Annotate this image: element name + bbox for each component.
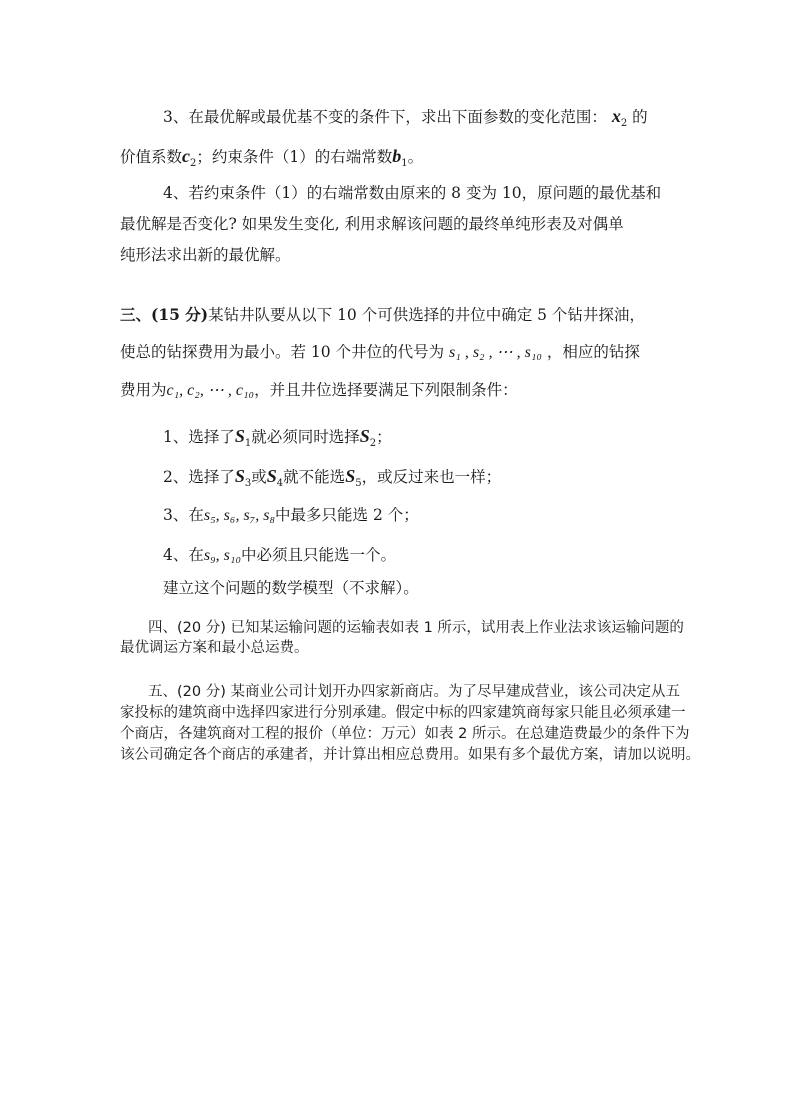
var-c2-sub: 2: [190, 158, 197, 169]
section-wu-line-3: 个商店，各建筑商对工程的报价（单位：万元）如表 2 所示。在总建造费最少的条件下为: [120, 726, 690, 742]
cond3-math: s₅, s₆, s₇, s₈: [203, 507, 276, 524]
var-s3: S: [234, 466, 245, 486]
var-b1-sub: 1: [401, 158, 408, 169]
var-s3-sub: 3: [244, 478, 252, 489]
cond1-pre: 1、选择了: [163, 428, 235, 446]
san-l2-pre: 使总的钻探费用为最小。若 10 个井位的代号为: [120, 343, 445, 361]
var-s4-sub: 4: [276, 478, 284, 489]
section-wu-line-4: 该公司确定各个商店的承建者，并计算出相应总费用。如果有多个最优方案，请加以说明。: [120, 747, 700, 763]
var-s4: S: [266, 466, 277, 486]
section-san-line-3: [120, 380, 518, 401]
q3-line-2: [120, 146, 423, 174]
section-si-line-1: 四、(20 分) 已知某运输问题的运输表如表 1 所示，试用表上作业法求该运输问题的: [148, 620, 684, 636]
san-l2-post: ，相应的钻探: [546, 343, 640, 361]
var-b1: b: [392, 146, 402, 166]
var-x2: x: [611, 106, 621, 126]
cond4-math: s₉, s₁₀: [203, 547, 242, 564]
q4-line-3: 纯形法求出新的最优解。: [120, 246, 291, 264]
cond4-post: 中必须且只能选一个。: [241, 546, 397, 564]
q3-l2-pre: 价值系数: [120, 148, 183, 166]
section-san-line-2: [120, 342, 640, 363]
cond2-mid2: 就不能选: [283, 468, 346, 486]
var-s2: S: [359, 426, 370, 446]
section-san-text-1: 某钻井队要从以下 10 个可供选择的井位中确定 5 个钻井探油，: [208, 306, 645, 324]
q3-line-1: [163, 106, 648, 134]
q3-text: 3、在最优解或最优基不变的条件下，求出下面参数的变化范围：: [163, 108, 607, 126]
q4-line-1: 4、若约束条件（1）的右端常数由原来的 8 变为 10，原问题的最优基和: [163, 184, 662, 202]
var-x2-sub: 2: [620, 118, 628, 129]
q3-tail: 的: [632, 108, 648, 126]
san-l3-post: ，并且井位选择要满足下列限制条件：: [254, 381, 518, 399]
condition-2: [163, 466, 501, 494]
section-wu-line-2: 家投标的建筑商中选择四家进行分别承建。假定中标的四家建筑商每家只能且必须承建一: [120, 705, 686, 721]
var-s5-sub: 5: [355, 478, 362, 489]
cond1-mid: 就必须同时选择: [251, 428, 360, 446]
cond2-pre: 2、选择了: [163, 468, 235, 486]
well-codes-math: s₁ , s₂ , ⋯ , s₁₀: [449, 344, 542, 361]
condition-1: [163, 426, 392, 454]
condition-4: [163, 545, 396, 566]
cond2-mid1: 或: [251, 468, 267, 486]
cond1-post: ；: [376, 428, 392, 446]
var-c2: c: [182, 146, 191, 166]
cond2-post: ，或反过来也一样；: [361, 468, 502, 486]
var-s1: S: [234, 426, 245, 446]
q3-l2-mid: ；约束条件（1）的右端常数: [196, 148, 393, 166]
cond3-post: 中最多只能选 2 个；: [275, 506, 419, 524]
condition-3: [163, 505, 419, 526]
section-wu-line-1: 五、(20 分) 某商业公司计划开办四家新商店。为了尽早建成营业，该公司决定从五: [148, 684, 680, 700]
section-san-heading: 三、(15 分): [120, 305, 209, 324]
cond3-pre: 3、在: [163, 506, 204, 524]
cost-math: c₁, c₂, ⋯ , c₁₀: [166, 382, 255, 399]
q3-l2-tail: 。: [407, 148, 424, 166]
section-si-line-2: 最优调运方案和最小总运费。: [120, 640, 309, 656]
section-san-closing: 建立这个问题的数学模型（不求解）。: [163, 579, 419, 597]
cond4-pre: 4、在: [163, 546, 204, 564]
san-l3-pre: 费用为: [120, 381, 167, 399]
q4-line-2: 最优解是否变化? 如果发生变化, 利用求解该问题的最终单纯形表及对偶单: [120, 215, 624, 233]
section-san-line-1: [120, 305, 645, 325]
var-s2-sub: 2: [369, 438, 377, 449]
var-s1-sub: 1: [244, 438, 252, 449]
var-s5: S: [345, 466, 356, 486]
